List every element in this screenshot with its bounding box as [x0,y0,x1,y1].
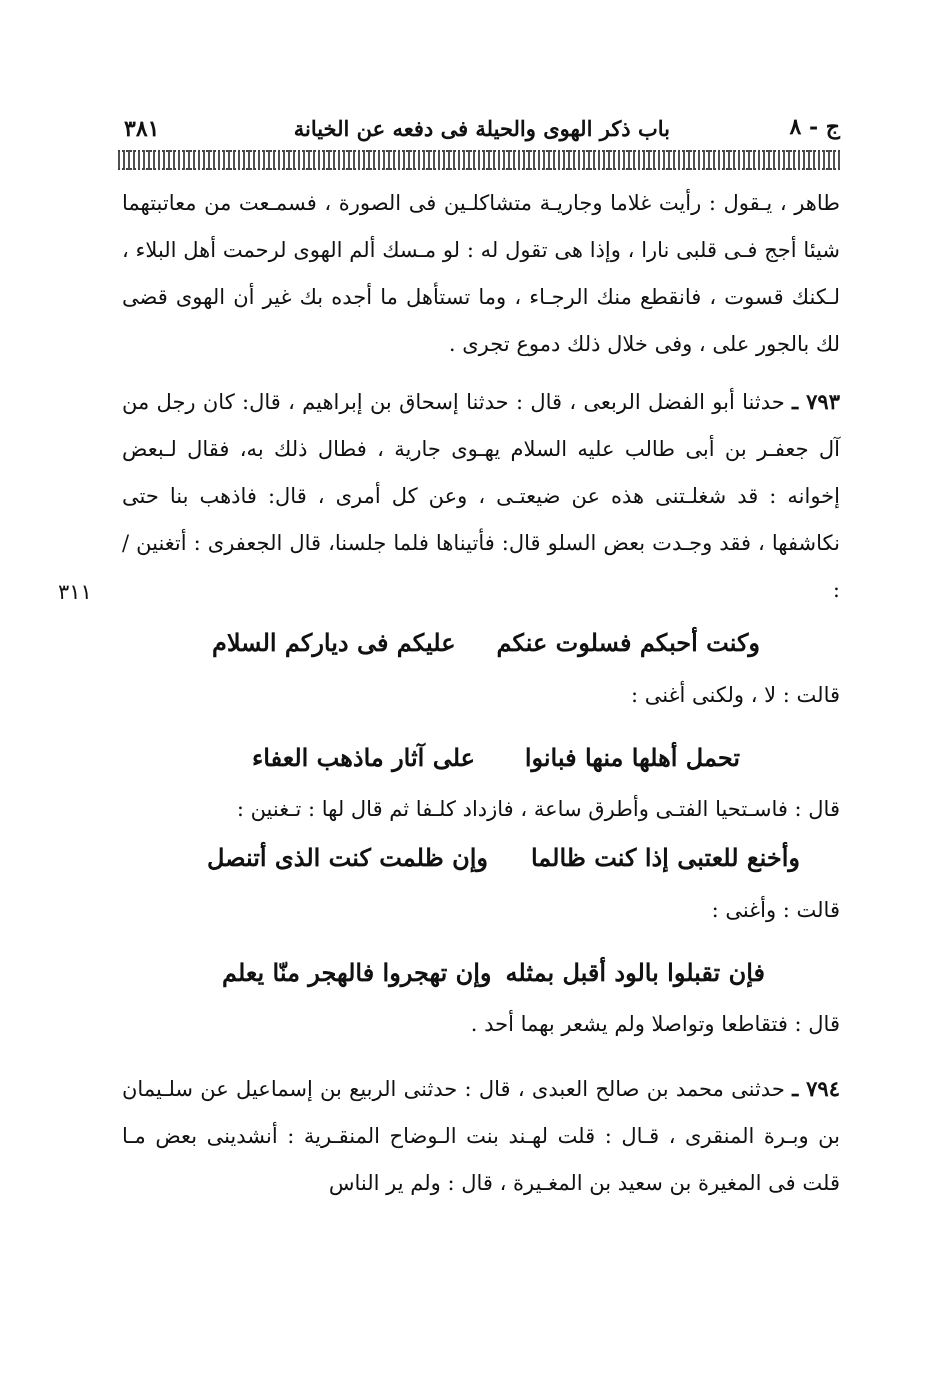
verse-1-first-hemistich: وكنت أحبكم فسلوت عنكم [496,628,760,657]
hadith-793-text: حدثنا أبو الفضل الربعى ، قال : حدثنا إسحاق بن إبراهيم ، قال: كان رجل من آل جعفـر بن أبى طالب عليه السلام يهـوى جارية ، فطال ذلك به، فقال لـبعض إخوانه : قد شغلـتنى هذه عن ضيعتـى ، وعن كل أمرى ، قال: فاذهب بنا حتى نكاشفها ، فقد وجـدت بعض السلو قال: فأتيناها فلما جلسنا، قال الجعفرى : أتغنين / : [122,390,840,602]
chapter-title: باب ذكر الهوى والحيلة فى دفعه عن الخيانة [293,116,670,141]
running-header [118,108,840,148]
verse-4-first-hemistich: فإن تقبلوا بالود أقبل بمثله [505,958,765,987]
verse-1-second-hemistich: عليكم فى دياركم السلام [212,628,456,657]
hadith-793-paragraph [122,378,840,614]
verse-4-second-hemistich: وإن تهجروا فالهجر منّا يعلم [222,958,492,987]
hadith-793-number: ٧٩٣ ـ [792,389,840,414]
verse-2-second-hemistich: على آثار ماذهب العفاء [252,743,475,772]
hadith-794-number: ٧٩٤ ـ [792,1076,840,1101]
verse-4 [122,950,840,1000]
hadith-794-block [122,1065,840,1207]
hadith-794-text: حدثنى محمد بن صالح العبدى ، قال : حدثنى الربيع بن إسماعيل عن سلـيمان بن وبـرة المنقرى ، قـال : قلت لهـند بنت الـوضاح المنقـرية : أنشدينى بعض مـا قلت فى المغيرة بن سعيد بن المغـيرة ، قال : ولم ير الناس [122,1077,840,1195]
reply-line-1: قالت : لا ، ولكنى أغنى : [630,683,840,707]
verse-2 [122,735,840,785]
narration-line-2: قال : فاسـتحيا الفتـى وأطرق ساعة ، فازداد كلـفا ثم قال لها : تـغنين : [236,797,840,821]
intro-paragraph-block [122,180,840,368]
verse-2-first-hemistich: تحمل أهلها منها فبانوا [524,743,740,772]
verse-3-second-hemistich: وإن ظلمت كنت الذى أتنصل [207,843,488,872]
hadith-794-paragraph [122,1065,840,1207]
hadith-793-block [122,378,840,614]
closing-line: قال : فتقاطعا وتواصلا ولم يشعر بهما أحد . [470,1012,840,1036]
header-ornamental-rule [118,150,840,170]
volume-label: ج - ٨ [789,114,840,140]
reply-line-2: قالت : وأغنى : [711,898,840,922]
intro-paragraph: طاهر ، يـقول : رأيت غلاما وجاريـة متشاكلـين فى الصورة ، فسمـعت من معاتبتهما شيئا أجج فـى قلبى نارا ، وإذا هى تقول له : لو مـسك ألم الهوى لرحمت أهل البلاء ، لـكنك قسوت ، فانقطع منك الرجـاء ، وما تستأهل ما أجده بك غير أن الهوى قضى لك بالجور على ، وفى خلال ذلك دموع تجرى . [122,191,840,356]
verse-3-first-hemistich: وأخنع للعتبى إذا كنت ظالما [530,843,800,872]
verse-3 [122,835,840,885]
margin-reference: ٣١١ [58,580,92,604]
page-number: ٣٨١ [124,116,160,142]
verse-1 [122,620,840,670]
